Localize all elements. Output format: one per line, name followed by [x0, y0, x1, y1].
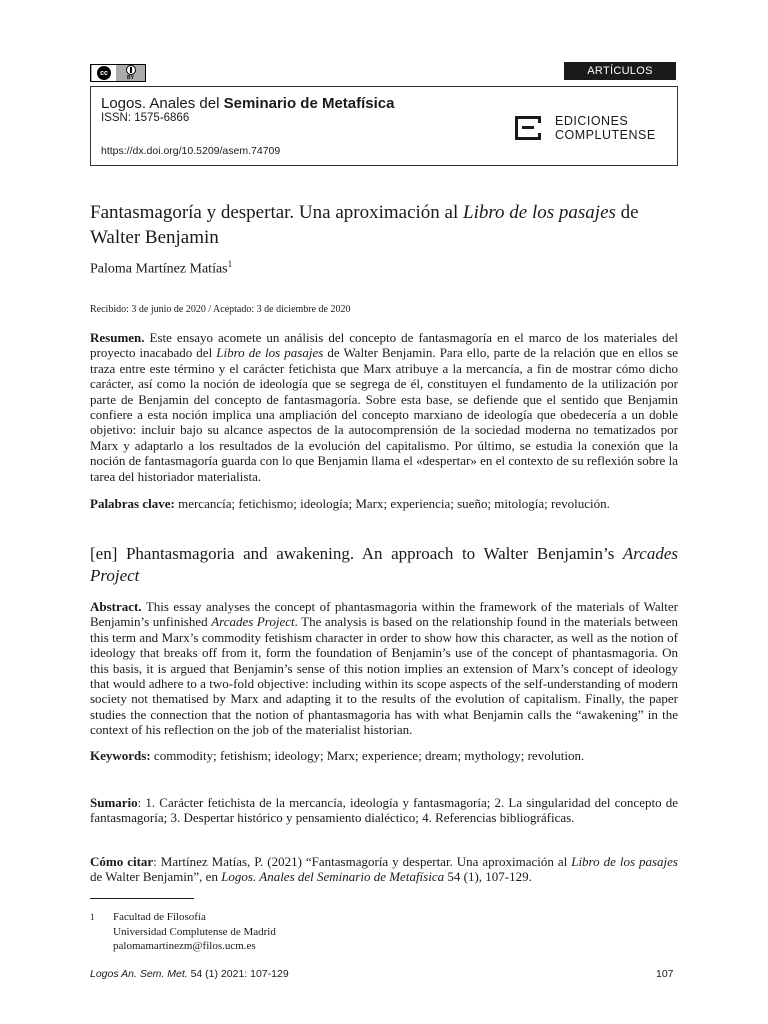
by-label: BY [127, 75, 134, 81]
palabras-clave: Palabras clave: mercancía; fetichismo; ideología; Marx; experiencia; sueño; mitología; revolución. [90, 496, 610, 511]
author-footnote-marker: 1 [227, 259, 233, 269]
journal-title: Logos. Anales del Seminario de Metafísica [101, 95, 395, 112]
footnote-email[interactable]: palomamartinezm@filos.ucm.es [113, 940, 256, 952]
publisher-name-line2: COMPLUTENSE [555, 128, 656, 142]
doi-link[interactable]: https://dx.doi.org/10.5209/asem.74709 [101, 145, 281, 157]
footnote-number: 1 [90, 912, 95, 922]
keywords: Keywords: commodity; fetishism; ideology; Marx; experience; dream; mythology; revolution. [90, 748, 585, 763]
ediciones-complutense-logo-icon [515, 116, 541, 140]
running-footer: Logos An. Sem. Met. 54 (1) 2021: 107-129 [90, 968, 289, 980]
footnote-affiliation-faculty: Facultad de Filosofía [113, 911, 206, 923]
cc-icon: cc [97, 66, 111, 80]
issn: ISSN: 1575-6866 [101, 112, 190, 124]
received-accepted-dates: Recibido: 3 de junio de 2020 / Aceptado: 3 de diciembre de 2020 [90, 304, 351, 315]
footnote-divider [90, 898, 194, 899]
author-name: Paloma Martínez Matías$^1$ [90, 259, 233, 277]
resumen-paragraph: Resumen. Este ensayo acomete un análisis del concepto de fantasmagoría en el marco de los materiales del proyecto inacabado del Libro de los pasajes de Walter Benjamin. Para ello, parte de la relación que en ellos se traza entre este término y el carácter fetichista que Marx atribuye a la mercancía, a fin de mostrar cómo dicho carácter, así como la noción de ideología que se segrega de él, constituyen el fundamento de la utilización por parte de Benjamin del concepto de fantasmagoría. Sobre esta base, se defiende que el sentido que Benjamin confiere a esta noción implica una ampliación del concepto marxiano de ideología que obedecería a un doble objetivo: incluir bajo su alcance aspectos de la autocomprensión de la sociedad moderna no tematizados por Marx y adaptarlo a los resultados de la evolución del capitalismo. Por último, se estudia la conexión que la noción de fantasmagoría guarda con lo que Benjamin llama el «despertar» en el contexto de su reflexión sobre la tarea del historiador materialista. [90, 330, 679, 484]
publisher-name-line1: EDICIONES [555, 114, 629, 128]
footnote-affiliation-university: Universidad Complutense de Madrid [113, 925, 276, 938]
page-number: 107 [656, 968, 674, 980]
footnote [90, 910, 276, 954]
article-title-en: [en] Phantasmagoria and awakening. An approach to Walter Benjamin’s Arcades Project [90, 544, 678, 585]
journal-header-box [90, 86, 678, 166]
section-tag: ARTÍCULOS [564, 62, 676, 80]
abstract-paragraph: Abstract. This essay analyses the concept of phantasmagoria within the framework of the materials of Walter Benjamin’s unfinished Arcades Project. The analysis is based on the relationship found in the materials between this term and Marx’s commodity fetishism character in order to show how this character, as well as the notion of ideology that breaks off from it, form the foundation of Benjamin’s use of the concept of phantasmagoria. On this basis, it is argued that Benjamin’s sense of this notion implies an extension of Marx’s concept of ideology that would adhere to a two-fold objective: including within its scope aspects of the self-understanding of modern society not thematised by Marx and adapting it to the results of the evolution of capitalism. Finally, the paper studies the connection that the notion of phantasmagoria has with what Benjamin calls the “awakening” in the context of his reflection on the job of the materialist historian. [90, 599, 678, 738]
publisher-logo [515, 114, 656, 142]
person-icon [126, 65, 136, 75]
como-citar-paragraph: Cómo citar: Martínez Matías, P. (2021) “Fantasmagoría y despertar. Una aproximación al Libro de los pasajes de Walter Benjamin”, en Logos. Anales del Seminario de Metafísica 54 (1), 107-129. [90, 854, 678, 885]
creative-commons-license-badge [90, 64, 146, 82]
sumario-paragraph: Sumario: 1. Carácter fetichista de la mercancía, ideología y fantasmagoría; 2. La singularidad del concepto de fantasmagoría; 3. Despertar histórico y pensamiento dialéctico; 4. Referencias bibliográficas. [90, 795, 678, 826]
article-title-es: Fantasmagoría y despertar. Una aproximación al Libro de los pasajes de Walter Benjamin [90, 202, 639, 248]
